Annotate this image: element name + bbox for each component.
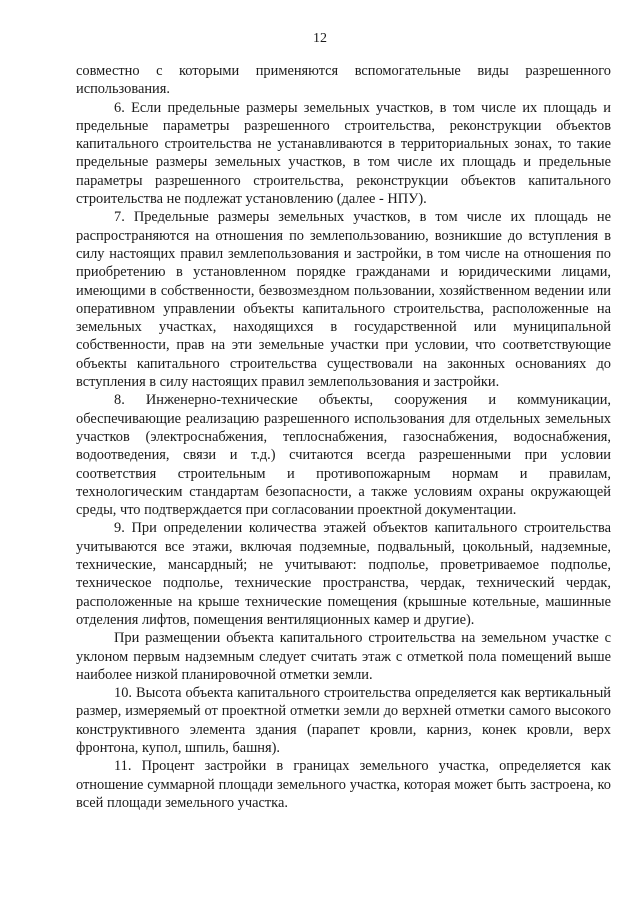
paragraph-10: 10. Высота объекта капитального строительства определяется как вертикальный размер, измеряемый от проектной отметки земли до верхней отметки самого высокого конструктивного элемента здания (парапет кровли, карниз, конек кровли, верх фронтона, купол, шпиль, башня).: [76, 685, 611, 756]
paragraph-9: 9. При определении количества этажей объектов капитального строительства учитываются все этажи, включая подземные, подвальный, цокольный, надземные, технические, мансардный; не учитывают: подполье, проветриваемое подполье, техническое подполье, технические пространства, чердак, технический чердак, расположенные на крыше технические помещения (крышные котельные, машинные отделения лифтов, помещения вентиляционных камер и другие).: [76, 520, 611, 628]
paragraph-continuation: совместно с которыми применяются вспомогательные виды разрешенного использования.: [76, 63, 611, 98]
document-body: [76, 62, 611, 812]
paragraph-6: 6. Если предельные размеры земельных участков, в том числе их площадь и предельные параметры разрешенного строительства, реконструкции объектов капитального строительства не устанавливаются в территориальных зонах, то такие предельные размеры земельных участков, в том числе их площадь и предельные параметры разрешенного строительства, реконструкции объектов капитального строительства не подлежат установлению (далее - НПУ).: [76, 99, 611, 208]
paragraph-8: 8. Инженерно-технические объекты, сооружения и коммуникации, обеспечивающие реализацию разрешенного использования для отдельных земельных участков (электроснабжения, теплоснабжения, газоснабжения, водоснабжения, водоотведения, связи и т.д.) считаются всегда разрешенными при условии соответствия строительным и противопожарным нормам и правилам, технологическим стандартам безопасности, а также условиям охраны окружающей среды, что подтверждается при согласовании проектной документации.: [76, 392, 611, 519]
paragraph-7: 7. Предельные размеры земельных участков, в том числе их площадь не распространяются на отношения по землепользованию, возникшие до вступления в силу настоящих правил землепользования и застройки, в том числе на отношения по приобретению в установленном порядке гражданами и юридическими лицами, имеющими в собственности, безвозмездном пользовании, хозяйственном ведении или оперативном управлении объекты капитального строительства, расположенные на земельных участках, находящихся в государственной или муниципальной собственности, прав на эти земельные участки при условии, что соответствующие объекты капитального строительства существовали на законных основаниях до вступления в силу настоящих правил землепользования и застройки.: [76, 209, 611, 391]
paragraph-11: 11. Процент застройки в границах земельного участка, определяется как отношение суммарной площади земельного участка, которая может быть застроена, ко всей площади земельного участка.: [76, 758, 611, 811]
paragraph-9-continued: При размещении объекта капитального строительства на земельном участке с уклоном первым надземным следует считать этаж с отметкой пола помещений выше наиболее низкой планировочной отметки земли.: [76, 630, 611, 683]
page-number: 12: [313, 31, 327, 46]
